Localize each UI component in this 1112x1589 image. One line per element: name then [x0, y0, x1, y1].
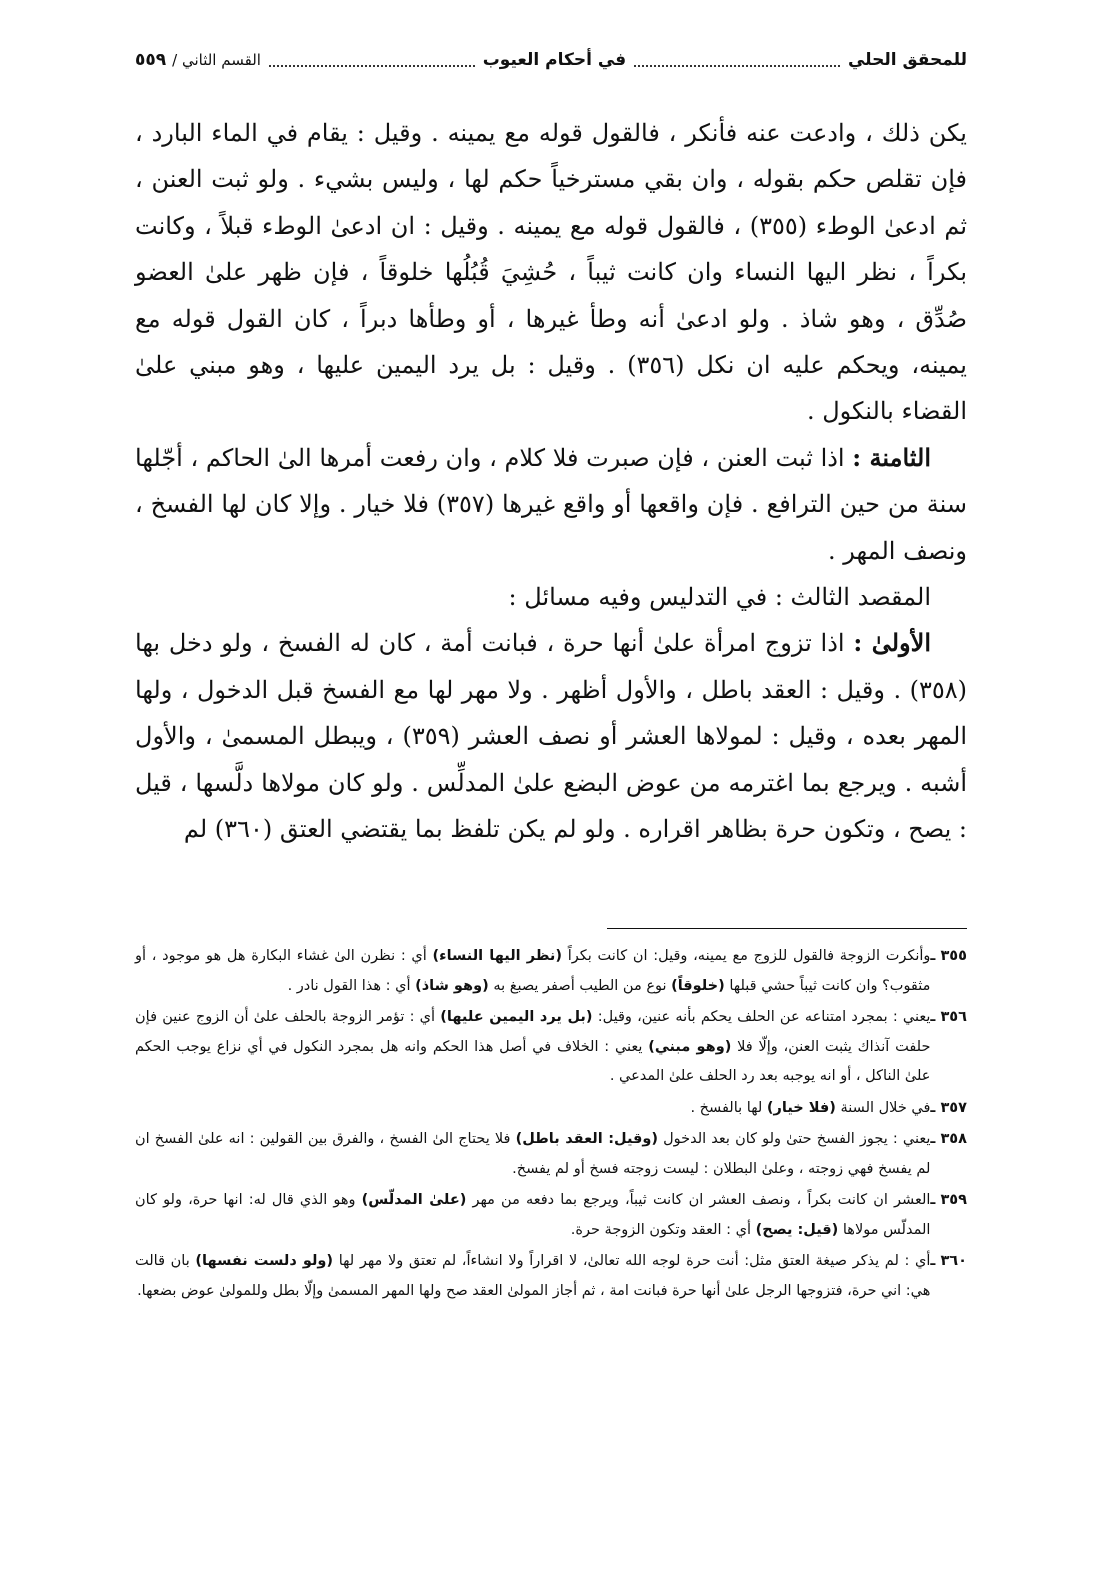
- footnote-ref: (٣٦٠): [214, 815, 273, 844]
- footnote: [135, 1247, 967, 1306]
- book-title: للمحقق الحلي: [847, 50, 967, 70]
- footnote: [135, 942, 967, 1001]
- text-run: ، ويبطل المسمىٰ ، والأول أشبه . ويرجع بما اغترمه من عوض البضع علىٰ المدلِّس . ولو كان مولاها دلَّسها ، قيل : يصح ، وتكون حرة بظاهر اقراره . ولو لم يكن تلفظ بما يقتضي العتق: [135, 722, 967, 844]
- footnote-ref: (٣٥٧): [436, 490, 495, 519]
- footnote: [135, 1125, 967, 1184]
- footnote-ref: (٣٥٩): [402, 722, 460, 751]
- text-run: فلا خيار . وإلا كان لها الفسخ ، ونصف المهر .: [135, 490, 967, 565]
- footnote-number: ٣٦٠ ـ: [930, 1253, 967, 1269]
- issue-heading: الثامنة :: [852, 442, 931, 472]
- footnote-text: وأنكرت الزوجة فالقول للزوج مع يمينه، وقيل: ان كانت بكراً (نظر اليها النساء) أي : نظرن الىٰ غشاء البكارة هل هو موجود ، أو مثقوب؟ وان كانت ثيباً حشي قبلها (خلوقاً) نوع من الطيب أصفر يصبغ به (وهو شاذ) أي : هذا القول نادر .: [135, 948, 931, 994]
- page-number: ٥٥٩: [135, 50, 167, 70]
- footnote-number: ٣٥٥ ـ: [930, 948, 967, 964]
- footnote-text: أي : لم يذكر صيغة العتق مثل: أنت حرة لوجه الله تعالىٰ، لا اقراراً ولا انشاءاً، لم تعتق ولا مهر لها (ولو دلست نفسها) بان قالت هي: اني حرة، فتزوجها الرجل علىٰ أنها حرة فبانت امة ، ثم أجاز المولىٰ العقد صح ولها المهر المسمىٰ وإلّا بطل وللمولىٰ عوض بضعها.: [135, 1253, 931, 1299]
- header-dots: [269, 65, 475, 67]
- footnote-number: ٣٥٦ ـ: [930, 1009, 967, 1025]
- footnote-text: يعني : يجوز الفسخ حتىٰ ولو كان بعد الدخول (وقيل: العقد باطل) فلا يحتاج الىٰ الفسخ ، والفرق بين القولين : انه علىٰ الفسخ ان لم يفسخ فهي زوجته ، وعلىٰ البطلان : ليست زوجته فسخ أو لم يفسخ.: [135, 1131, 931, 1177]
- issue-heading: الأولىٰ :: [853, 628, 931, 658]
- footnote-ref: (٣٥٦): [627, 351, 685, 380]
- footnote-number: ٣٥٧ ـ: [930, 1099, 967, 1116]
- footnotes: [135, 942, 967, 1308]
- chapter-title: في أحكام العيوب: [482, 50, 627, 70]
- footnote: [135, 1186, 967, 1245]
- main-text: [135, 110, 967, 853]
- running-header: [135, 40, 967, 80]
- footnote-text: يعني : بمجرد امتناعه عن الحلف يحكم بأنه عنين، وقيل: (بل يرد اليمين عليها) أي : تؤمر الزوجة بالحلف علىٰ أن الزوج عنين فإن حلفت آنذاك يثبت العنن، وإلّا فلا (وهو مبني) يعني : الخلاف في أصل هذا الحكم وانه هل بمجرد النكول في أي نزاع يوجب الحكم علىٰ الناكل ، أو انه يوجبه بعد رد الحلف علىٰ المدعي .: [135, 1009, 931, 1084]
- text-run: يكن ذلك ، وادعت عنه فأنكر ، فالقول قوله مع يمينه . وقيل : يقام في الماء البارد ، فإن تقلص حكم بقوله ، وان بقي مسترخياً حكم لها ، وليس بشيء . ولو ثبت العنن ، ثم ادعىٰ الوطء: [135, 119, 968, 240]
- paragraph: [135, 110, 967, 435]
- footnote-text: العشر ان كانت بكراً ، ونصف العشر ان كانت ثيباً، ويرجع بما دفعه من مهر (علىٰ المدلّس) وهو الذي قال له: انها حرة، ولو كان المدلّس مولاها (قيل: يصح) أي : العقد وتكون الزوجة حرة.: [135, 1192, 931, 1238]
- page-locator: [135, 50, 261, 70]
- text-run: اذا تزوج امرأة علىٰ أنها حرة ، فبانت أمة ، كان له الفسخ ، ولو دخل بها: [135, 629, 845, 658]
- paragraph: [135, 435, 967, 574]
- footnote: [135, 1094, 967, 1124]
- footnote-separator: [607, 928, 967, 929]
- text-run: اذا ثبت العنن ، فإن صبرت فلا كلام ، وان رفعت أمرها الىٰ الحاكم ، أجّلها سنة من حين الترافع . فإن واقعها أو واقع غيرها: [135, 443, 967, 519]
- footnote-text: في خلال السنة (فلا خيار) لها بالفسخ .: [690, 1099, 931, 1116]
- section-label: القسم الثاني /: [172, 51, 261, 69]
- text-run: . وقيل : بل يرد اليمين عليها ، وهو مبني علىٰ القضاء بالنكول .: [135, 351, 967, 426]
- footnote: [135, 1003, 967, 1092]
- footnote-ref: (٣٥٥): [749, 211, 808, 240]
- header-dots: [634, 65, 840, 67]
- text-run: لم: [183, 815, 208, 844]
- text-run: ، فالقول قوله مع يمينه . وقيل : ان ادعىٰ الوطء قبلاً ، وكانت بكراً ، نظر اليها النساء وان كانت ثيباً ، حُشِيَ قُبُلُها خلوقاً ، فإن ظهر علىٰ العضو صُدِّق ، وهو شاذ . ولو ادعىٰ أنه وطأ غيرها ، أو وطأها دبراً ، كان القول قوله مع يمينه، ويحكم عليه ان نكل: [135, 211, 967, 380]
- footnote-number: ٣٥٩ ـ: [930, 1192, 967, 1208]
- footnote-number: ٣٥٨ ـ: [930, 1131, 967, 1147]
- paragraph: [135, 620, 967, 852]
- footnote-ref: (٣٥٨): [909, 675, 967, 704]
- section-heading: المقصد الثالث : في التدليس وفيه مسائل :: [508, 583, 931, 612]
- text-run: . وقيل : العقد باطل ، والأول أظهر . ولا مهر لها مع الفسخ قبل الدخول ، ولها المهر بعده ، وقيل : لمولاها العشر أو نصف العشر: [135, 675, 967, 751]
